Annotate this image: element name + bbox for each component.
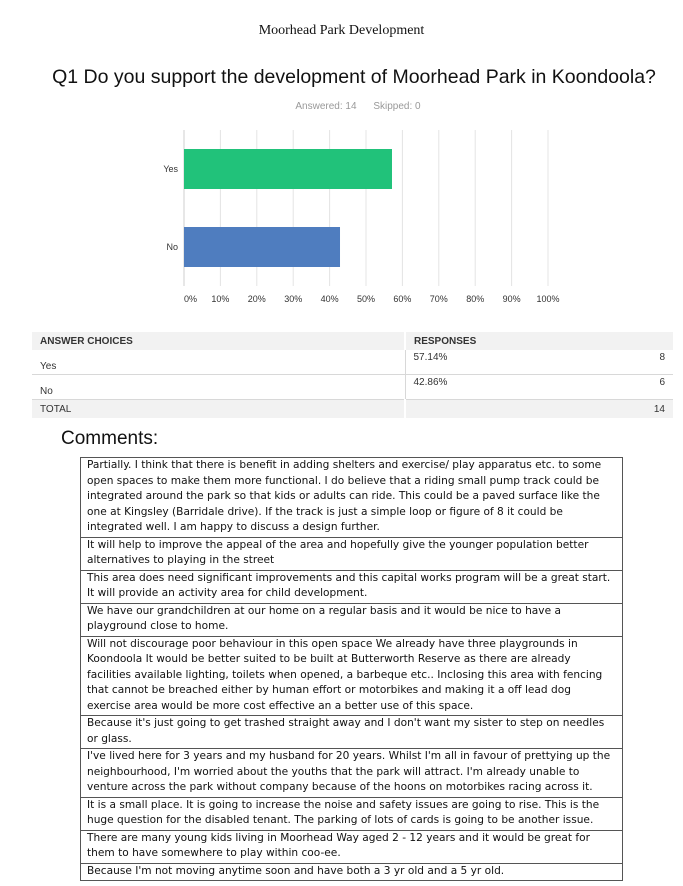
bar-yes [184, 149, 392, 189]
chart-canvas [150, 128, 570, 308]
comment-text: Because I'm not moving anytime soon and have both a 3 yr old and a 5 yr old. [81, 863, 623, 881]
x-tick-label: 20% [247, 294, 266, 304]
x-tick-label: 40% [320, 294, 339, 304]
answered-count: Answered: 14 [295, 101, 357, 112]
x-tick-label: 10% [211, 294, 230, 304]
comment-row [81, 749, 623, 798]
choice-label: Yes [32, 350, 405, 375]
table-row [32, 375, 673, 400]
comment-text: There are many young kids living in Moorhead Way aged 2 - 12 years and it would be great for them to have somewhere to play within coo-ee. [81, 830, 623, 863]
x-tick-label: 30% [284, 294, 303, 304]
x-tick-label: 90% [502, 294, 521, 304]
comment-row [81, 537, 623, 570]
x-tick-label: 100% [536, 294, 560, 304]
comment-text: I've lived here for 3 years and my husband for 20 years. Whilst I'm all in favour of prettying up the neighbourhood, I'm worried about the youths that the park will attract. I'm already unable to venture across the park without company because of the hoons on motorbikes racing across it. [81, 749, 623, 798]
comment-text: We have our grandchildren at our home on a regular basis and it would be nice to have a playground close to home. [81, 603, 623, 636]
answer-choices-header: ANSWER CHOICES [32, 332, 405, 350]
table-header-row [32, 332, 673, 350]
table-row [32, 350, 673, 375]
response-summary [0, 101, 683, 112]
answer-choices-table [32, 332, 673, 418]
comment-row [81, 458, 623, 538]
comment-text: Because it's just going to get trashed straight away and I don't want my sister to step on needles or glass. [81, 716, 623, 749]
category-label: No [166, 242, 178, 252]
category-label: Yes [163, 164, 178, 174]
comment-text: It is a small place. It is going to increase the noise and safety issues are going to rise. This is the huge question for the disabled tenant. The parking of lots of cards is going to be another issue. [81, 797, 623, 830]
comment-row [81, 830, 623, 863]
x-tick-label: 60% [393, 294, 412, 304]
comment-text: This area does need significant improvements and this capital works program will be a great start. It will provide an activity area for child development. [81, 570, 623, 603]
responses-header: RESPONSES [405, 332, 673, 350]
comment-row [81, 797, 623, 830]
comments-heading: Comments: [61, 428, 159, 449]
choice-label: No [32, 375, 405, 400]
x-tick-label: 80% [466, 294, 485, 304]
question-title: Q1 Do you support the development of Moorhead Park in Koondoola? [52, 66, 656, 88]
response-bar-chart [150, 128, 570, 308]
comment-row [81, 636, 623, 716]
total-count: 14 [579, 400, 673, 419]
comment-text: It will help to improve the appeal of the area and hopefully give the younger population better alternatives to playing in the street [81, 537, 623, 570]
total-row [32, 400, 673, 419]
comments-table [80, 457, 623, 881]
comment-row [81, 716, 623, 749]
x-tick-label: 50% [356, 294, 376, 304]
total-spacer [405, 400, 579, 419]
response-count: 6 [579, 375, 673, 400]
total-label: TOTAL [32, 400, 405, 419]
skipped-count: Skipped: 0 [373, 101, 421, 112]
x-tick-label: 70% [429, 294, 448, 304]
comment-row [81, 863, 623, 881]
response-count: 8 [579, 350, 673, 375]
comment-text: Partially. I think that there is benefit in adding shelters and exercise/ play apparatus etc. to some open spaces to make them more functional. I do believe that a riding small pump track could be integrated around the park so that kids or adults can ride. This could be a paved surface like the one at Kingsley (Barridale drive). If the track is just a simple loop or figure of 8 it could be integrated well. I am happy to discuss a design further. [81, 458, 623, 538]
bar-no [184, 227, 340, 267]
response-percent: 42.86% [405, 375, 579, 400]
document-title: Moorhead Park Development [258, 23, 425, 38]
response-percent: 57.14% [405, 350, 579, 375]
comment-row [81, 603, 623, 636]
comment-row [81, 570, 623, 603]
x-tick-label: 0% [184, 294, 198, 304]
comment-text: Will not discourage poor behaviour in this open space We already have three playgrounds in Koondoola It would be better suited to be built at Butterworth Reserve as there are already facilities available lighting, toilets when opened, a barbeque etc.. Inclosing this area with fencing that cannot be breached either by human effort or motorbikes and making it a off lead dog exercise area would be more cost effective an a better use of this space. [81, 636, 623, 716]
